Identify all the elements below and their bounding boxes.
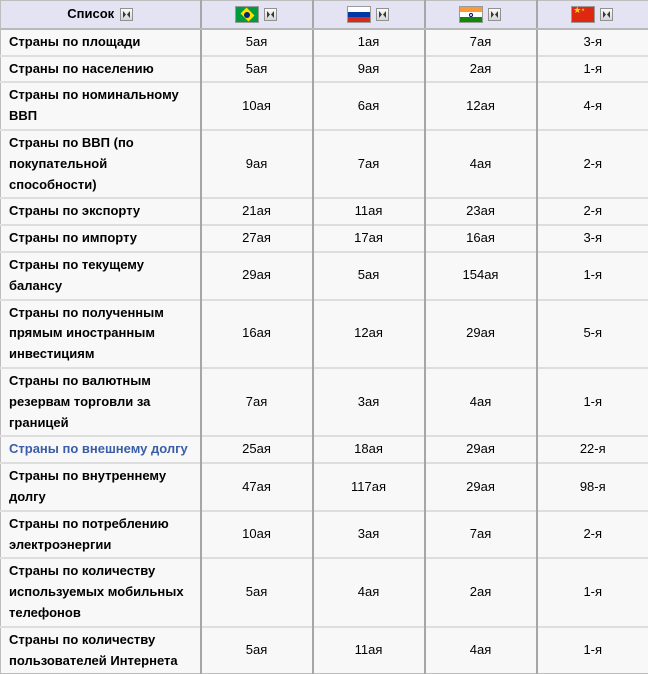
rank-cell: 5ая [201,558,313,626]
column-header-russia [313,1,425,29]
rank-cell: 2-я [537,130,648,198]
row-label: Страны по внутреннему долгу [1,463,201,511]
rank-cell: 25ая [201,436,313,463]
rank-cell: 4ая [425,368,537,436]
rank-cell: 1-я [537,56,648,83]
row-label-link[interactable]: Страны по внешнему долгу [1,436,201,463]
rank-cell: 5ая [201,29,313,56]
rank-cell: 11ая [313,627,425,674]
rank-cell: 18ая [313,436,425,463]
sort-both-icon[interactable] [600,8,613,21]
rank-cell: 29ая [425,436,537,463]
rank-cell: 3-я [537,225,648,252]
row-label: Страны по валютным резервам торговли за границей [1,368,201,436]
row-label: Страны по потреблению электроэнергии [1,511,201,559]
rank-cell: 5ая [201,56,313,83]
table-row [1,558,648,626]
column-header-brazil [201,1,313,29]
rank-cell: 29ая [425,300,537,368]
table-body [1,29,648,674]
rank-cell: 7ая [313,130,425,198]
list-column-title: Список [67,6,114,21]
sort-both-icon[interactable] [264,8,277,21]
rank-cell: 5ая [201,627,313,674]
row-label: Страны по номинальному ВВП [1,82,201,130]
rank-cell: 47ая [201,463,313,511]
rank-cell: 2ая [425,56,537,83]
rank-cell: 7ая [425,511,537,559]
table-row [1,627,648,674]
table-row [1,511,648,559]
rank-cell: 1-я [537,252,648,300]
rank-cell: 7ая [201,368,313,436]
rank-cell: 2-я [537,198,648,225]
row-label: Страны по полученным прямым иностранным инвестициям [1,300,201,368]
column-header-list [1,1,201,29]
rank-cell: 29ая [201,252,313,300]
table-row [1,82,648,130]
china-flag-icon: ★ ★ [572,7,594,22]
rank-cell: 16ая [425,225,537,252]
india-flag-icon [460,7,482,22]
table-row [1,252,648,300]
rank-cell: 1-я [537,627,648,674]
rank-cell: 117ая [313,463,425,511]
rank-cell: 2-я [537,511,648,559]
rank-cell: 11ая [313,198,425,225]
table-row [1,463,648,511]
rank-cell: 1-я [537,368,648,436]
rank-cell: 3ая [313,368,425,436]
rank-cell: 27ая [201,225,313,252]
rank-cell: 3-я [537,29,648,56]
sort-both-icon[interactable] [376,8,389,21]
row-label: Страны по импорту [1,225,201,252]
rank-cell: 21ая [201,198,313,225]
rank-cell: 12ая [425,82,537,130]
rank-cell: 10ая [201,82,313,130]
rank-cell: 17ая [313,225,425,252]
brazil-flag-icon [236,7,258,22]
row-label: Страны по населению [1,56,201,83]
rank-cell: 3ая [313,511,425,559]
row-label: Страны по ВВП (по покупательной способности) [1,130,201,198]
rank-cell: 5ая [313,252,425,300]
table-header-row [1,1,648,29]
rank-cell: 9ая [201,130,313,198]
rank-cell: 154ая [425,252,537,300]
rank-cell: 5-я [537,300,648,368]
row-label: Страны по количеству используемых мобильных телефонов [1,558,201,626]
sort-both-icon[interactable] [488,8,501,21]
rank-cell: 9ая [313,56,425,83]
rank-cell: 98-я [537,463,648,511]
rank-cell: 16ая [201,300,313,368]
row-label: Страны по площади [1,29,201,56]
rank-cell: 1ая [313,29,425,56]
table-row [1,29,648,56]
rank-cell: 1-я [537,558,648,626]
table-row [1,225,648,252]
rank-cell: 12ая [313,300,425,368]
sort-both-icon[interactable] [120,8,133,21]
table-row [1,436,648,463]
row-label: Страны по количеству пользователей Интернета [1,627,201,674]
rank-cell: 4ая [425,627,537,674]
table-row [1,198,648,225]
rank-cell: 23ая [425,198,537,225]
row-label: Страны по экспорту [1,198,201,225]
rank-cell: 10ая [201,511,313,559]
russia-flag-icon [348,7,370,22]
table-row [1,368,648,436]
column-header-india [425,1,537,29]
column-header-china [537,1,648,29]
table-row [1,56,648,83]
rank-cell: 2ая [425,558,537,626]
row-label: Страны по текущему балансу [1,252,201,300]
table-row [1,300,648,368]
rank-cell: 4ая [313,558,425,626]
table-row [1,130,648,198]
rank-cell: 6ая [313,82,425,130]
rank-cell: 22-я [537,436,648,463]
rank-cell: 4ая [425,130,537,198]
rank-cell: 29ая [425,463,537,511]
rank-cell: 7ая [425,29,537,56]
rank-cell: 4-я [537,82,648,130]
